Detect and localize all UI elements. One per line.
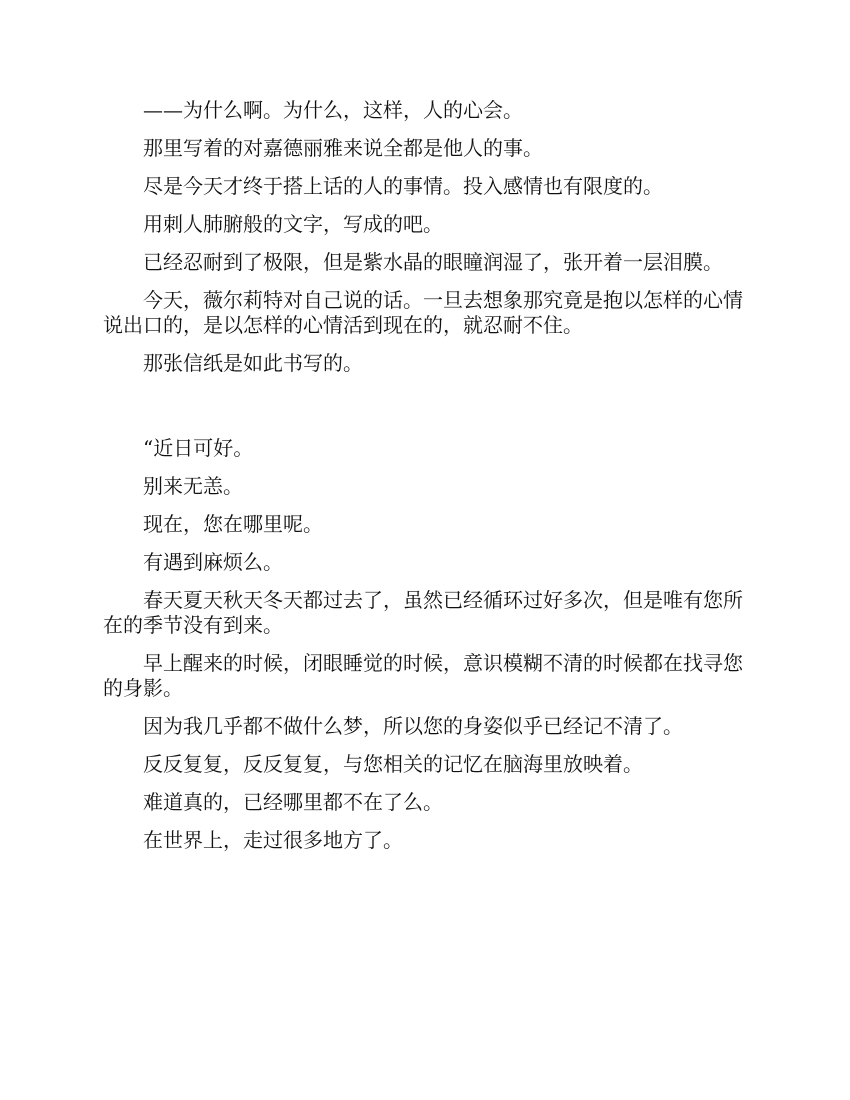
paragraph: 用刺人肺腑般的文字，写成的吧。 <box>143 212 443 236</box>
letter-paragraph: 反反复复，反反复复，与您相关的记忆在脑海里放映着。 <box>143 752 643 776</box>
letter-paragraph: 难道真的，已经哪里都不在了么。 <box>143 790 443 814</box>
letter-paragraph: 现在，您在哪里呢。 <box>143 512 323 536</box>
paragraph: 尽是今天才终于搭上话的人的事情。投入感情也有限度的。 <box>143 174 663 198</box>
letter-paragraph: “近日可好。 <box>143 436 254 460</box>
paragraph: 那张信纸是如此书写的。 <box>143 351 363 375</box>
paragraph: 今天，薇尔莉特对自己说的话。一旦去想象那究竟是抱以怎样的心情说出口的，是以怎样的心情活到现在的，就忍耐不住。 <box>103 288 743 337</box>
section-spacer <box>103 389 745 436</box>
letter-paragraph: 早上醒来的时候，闭眼睡觉的时候，意识模糊不清的时候都在找寻您的身影。 <box>103 651 743 700</box>
paragraph: ——为什么啊。为什么，这样，人的心会。 <box>143 98 523 122</box>
letter-paragraph: 因为我几乎都不做什么梦，所以您的身姿似乎已经记不清了。 <box>143 714 683 738</box>
document-body <box>103 98 745 866</box>
letter-paragraph: 别来无恙。 <box>143 474 243 498</box>
paragraph: 那里写着的对嘉德丽雅来说全都是他人的事。 <box>143 136 543 160</box>
letter-paragraph: 在世界上，走过很多地方了。 <box>143 828 403 852</box>
letter-paragraph: 春天夏天秋天冬天都过去了，虽然已经循环过好多次，但是唯有您所在的季节没有到来。 <box>103 588 743 637</box>
letter-paragraph: 有遇到麻烦么。 <box>143 550 283 574</box>
paragraph: 已经忍耐到了极限，但是紫水晶的眼瞳润湿了，张开着一层泪膜。 <box>143 250 723 274</box>
